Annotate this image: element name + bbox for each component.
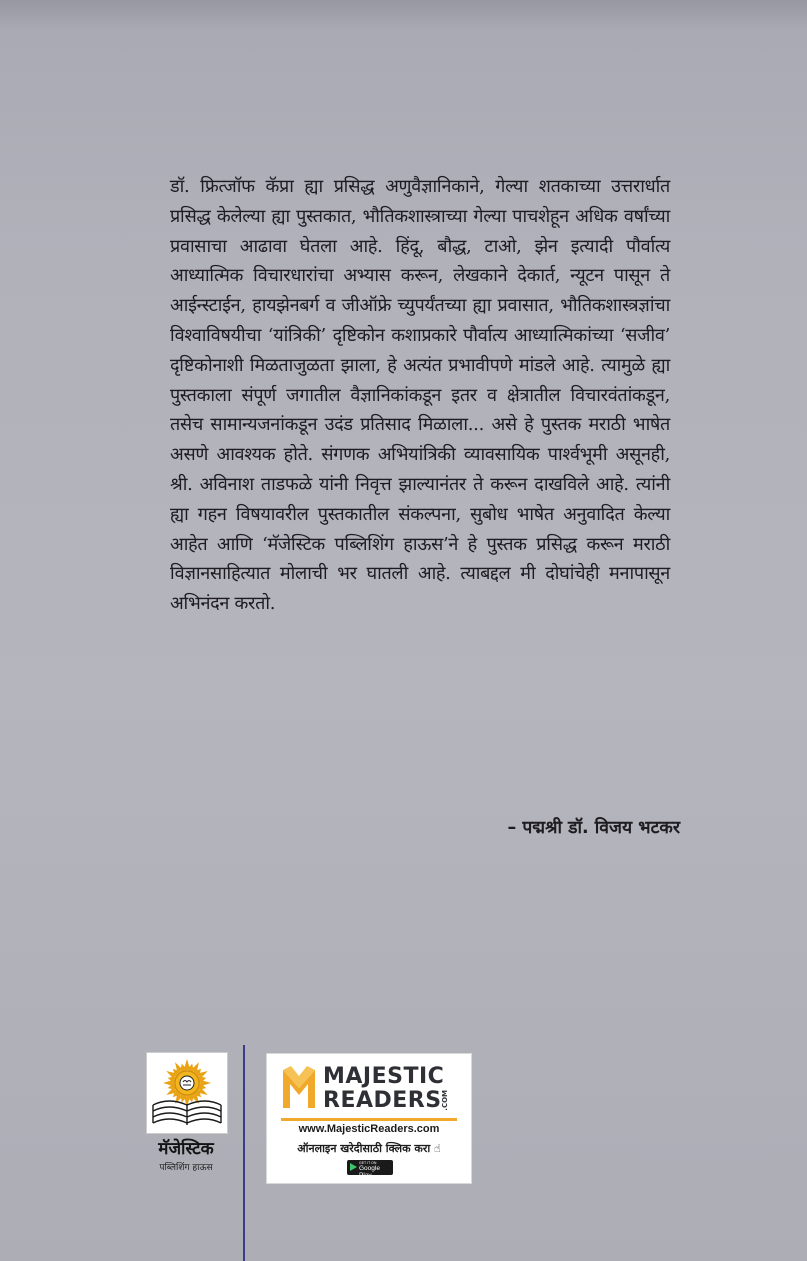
publisher-logo [138, 1052, 234, 1182]
google-play-badge[interactable] [347, 1160, 393, 1179]
promo-url-link[interactable]: www.MajesticReaders.com [298, 1123, 440, 1135]
majestic-readers-ad[interactable] [266, 1053, 472, 1184]
google-play-badge-text: Google Play [359, 1165, 380, 1179]
majestic-m-icon [281, 1064, 317, 1108]
back-cover-blurb: डॉ. फ्रित्जॉफ कॅप्रा ह्या प्रसिद्ध अणुवैज्ञानिकाने, गेल्या शतकाच्या उत्तरार्धात प्रसिद्ध केलेल्या ह्या पुस्तकात, भौतिकशास्त्राच्या गेल्या पाचशेहून अधिक वर्षांच्या प्रवासाचा आढावा घेतला आहे. हिंदू, बौद्ध, टाओ, झेन इत्यादी पौर्वात्य आध्यात्मिक विचारधारांचा अभ्यास करून, लेखकाने देकार्त, न्यूटन पासून ते आईन्स्टाईन, हायझेनबर्ग व जीऑफ्रे च्युपर्यंतच्या ह्या प्रवासात, भौतिकशास्त्रज्ञांचा विश्वाविषयीचा ‘यांत्रिकी’ दृष्टिकोन कशाप्रकारे पौर्वात्य आध्यात्मिकांच्या ‘सजीव’ दृष्टिकोनाशी मिळताजुळता झाला, हे अत्यंत प्रभावीपणे मांडले आहे. त्यामुळे ह्या पुस्तकाला संपूर्ण जगातील वैज्ञानिकांकडून इतर व क्षेत्रातील विचारवंतांकडून, तसेच सामान्यजनांकडून उदंड प्रतिसाद मिळाला... असे हे पुस्तक मराठी भाषेत असणे आवश्यक होते. संगणक अभियांत्रिकी व्यावसायिक पार्श्वभूमी असूनही, श्री. अविनाश ताडफळे यांनी निवृत्त झाल्यानंतर ते करून दाखविले आहे. त्यांनी ह्या गहन विषयावरील पुस्तकातील संकल्पना, सुबोध भाषेत अनुवादित केल्या आहेत आणि ‘मॅजेस्टिक पब्लिशिंग हाऊस’ने हे पुस्तक प्रसिद्ध करून मराठी विज्ञानसाहित्यात मोलाची भर घातली आहे. त्याबद्दल मी दोघांचेही मनापासून अभिनंदन करतो. [170, 176, 670, 615]
promo-brand-line1: MAJESTIC [323, 1064, 445, 1089]
page-shadow [0, 0, 807, 30]
vertical-divider [243, 1045, 245, 1261]
promo-brand-line2: READERS [323, 1088, 442, 1113]
sun-book-icon [146, 1052, 228, 1134]
promo-accent-line [281, 1118, 457, 1121]
endorsement-signature: – पद्मश्री डॉ. विजय भटकर [507, 818, 680, 838]
google-play-badge-small-text: GET IT ON [359, 1161, 377, 1165]
promo-brand-suffix: .COM [441, 1090, 449, 1111]
promo-buy-online-text[interactable]: ऑनलाइन खरेदीसाठी क्लिक करा ☝ [297, 1142, 441, 1155]
google-play-icon [350, 1163, 357, 1171]
publisher-name: मॅजेस्टिक [158, 1139, 214, 1159]
publisher-subtitle: पब्लिशिंग हाऊस [159, 1163, 213, 1173]
